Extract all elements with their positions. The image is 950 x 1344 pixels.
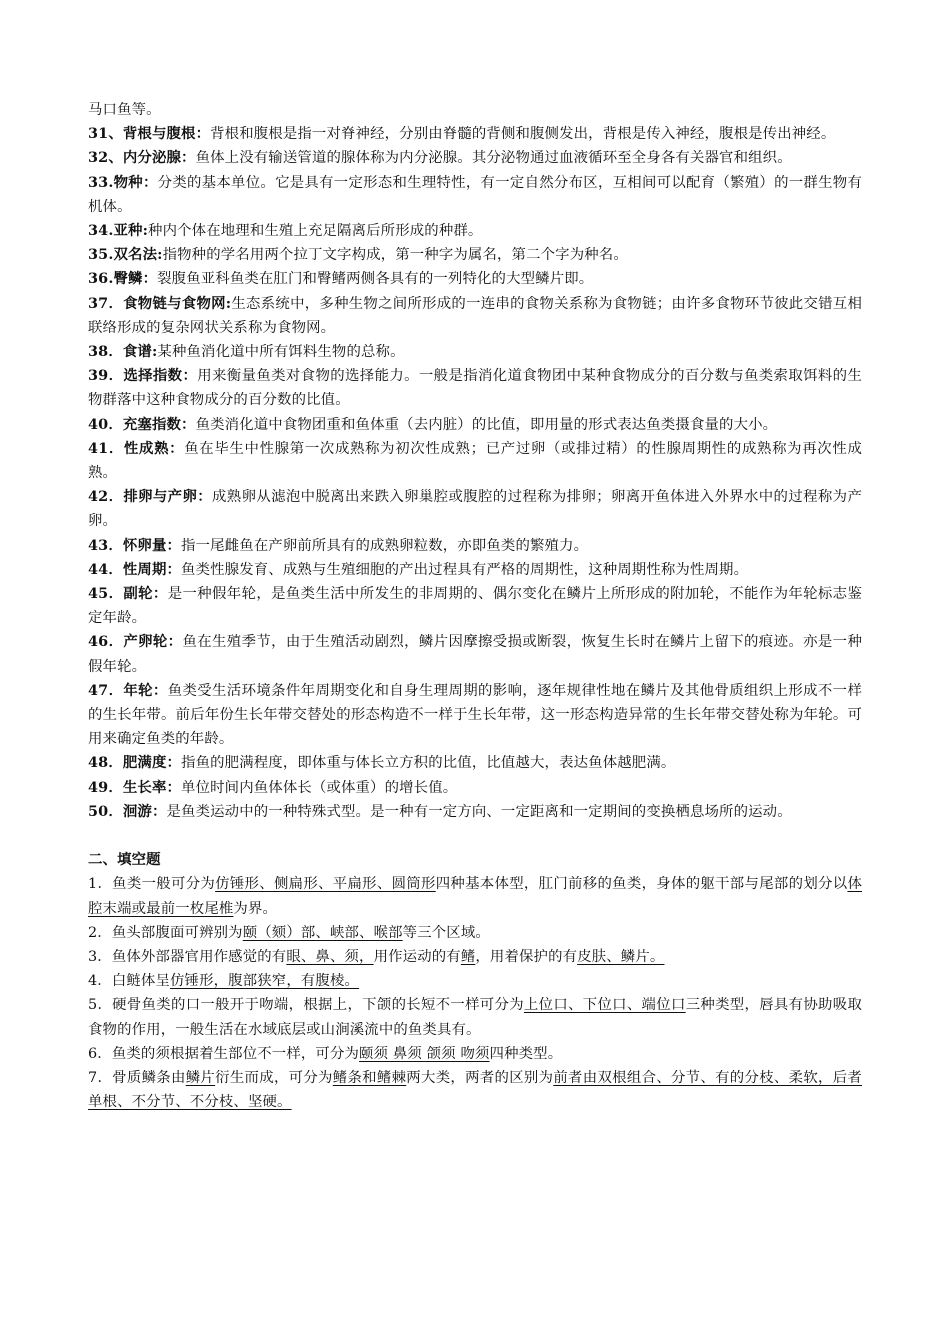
definition-term: 39．选择指数： <box>88 367 198 385</box>
question-text: 6．鱼类的须根据着生部位不一样，可分为 <box>88 1045 360 1062</box>
section-title: 二、填空题 <box>88 851 161 869</box>
definition-body: 指一尾雌鱼在产卵前所具有的成熟卵粒数，亦即鱼类的繁殖力。 <box>181 537 589 554</box>
definition-item <box>88 243 862 267</box>
fill-blank-question <box>88 993 862 1041</box>
answer-text: 体腔末端或最前一枚尾椎 <box>88 876 862 917</box>
definition-term: 37．食物链与食物网: <box>88 294 232 312</box>
fill-blank-list <box>88 872 862 1114</box>
answer-text: 鳞片 <box>185 1069 216 1086</box>
definition-term: 35.双名法: <box>88 246 163 264</box>
definition-item <box>88 292 862 340</box>
question-text: 等三个区域。 <box>402 924 490 941</box>
fill-blank-question <box>88 921 862 945</box>
definition-item <box>88 679 862 752</box>
section-spacer <box>88 824 862 848</box>
fill-blank-question <box>88 1042 862 1066</box>
definition-body: 指鱼的肥满程度，即体重与体长立方积的比值，比值越大，表达鱼体越肥满。 <box>181 755 676 772</box>
answer-text: 上位口、下位口、端位口 <box>523 997 686 1014</box>
definition-term: 42．排卵与产卵： <box>88 488 213 506</box>
question-text: 四种类型。 <box>489 1045 563 1062</box>
definition-item <box>88 534 862 558</box>
answer-text: 颐须 鼻须 颌须 吻须 <box>359 1045 490 1062</box>
question-text: 三种类型，唇具有协助吸取食物的作用，一般生活在水域底层或山涧溪流中的鱼类具有。 <box>88 997 862 1038</box>
definition-body: 是一种假年轮，是鱼类生活中所发生的非周期的、偶尔变化在鳞片上所形成的附加轮，不能作为年轮标志鉴定年龄。 <box>88 586 862 627</box>
definition-item <box>88 413 862 437</box>
definition-term: 36.臀鳞： <box>88 270 158 288</box>
question-text: 衍生而成，可分为 <box>215 1069 333 1086</box>
definition-body: 鱼类性腺发育、成熟与生殖细胞的产出过程具有严格的周期性，这种周期性称为性周期。 <box>181 561 749 578</box>
definition-item <box>88 776 862 800</box>
definition-item <box>88 171 862 219</box>
document-page <box>88 98 862 1114</box>
definition-body: 指物种的学名用两个拉丁文字构成，第一种字为属名，第二个字为种名。 <box>162 247 628 264</box>
question-text: 4．白鲢体呈 <box>88 973 171 990</box>
question-text: 1．鱼类一般可分为 <box>88 876 216 893</box>
definition-item <box>88 122 862 146</box>
question-text: 两大类，两者的区别为 <box>406 1069 554 1086</box>
question-text: ，用着保护的有 <box>475 948 578 965</box>
fill-blank-question <box>88 872 862 920</box>
fill-blank-question <box>88 1066 862 1114</box>
question-text: 5．硬骨鱼类的口一般开于吻端，根据上，下颌的长短不一样可分为 <box>88 997 524 1014</box>
definition-body: 鱼类消化道中食物团重和鱼体重（去内脏）的比值，即用量的形式表达鱼类摄食量的大小。 <box>195 416 778 433</box>
definition-term: 41．性成熟： <box>88 439 185 457</box>
definition-body: 种内个体在地理和生殖上充足隔离后所形成的种群。 <box>148 223 483 240</box>
answer-text: 仿锤形、侧扁形、平扁形、圆筒形 <box>215 876 436 893</box>
definition-term: 31、背根与腹根： <box>88 125 211 143</box>
answer-text: 颐（颏）部、峡部、喉部 <box>242 924 403 941</box>
definition-body: 马口鱼等。 <box>88 102 161 118</box>
definition-item <box>88 751 862 775</box>
definitions-list <box>88 98 862 824</box>
definition-term: 43．怀卵量： <box>88 536 182 554</box>
definition-body: 某种鱼消化道中所有饵料生物的总称。 <box>157 344 405 361</box>
definition-term: 45．副轮： <box>88 585 168 603</box>
definition-term: 48．肥满度： <box>88 754 182 772</box>
definition-term: 40．充塞指数： <box>88 415 196 433</box>
definition-item <box>88 558 862 582</box>
definition-body: 鱼在毕生中性腺第一次成熟称为初次性成熟；已产过卵（或排过精）的性腺周期性的成熟称为再次性成熟。 <box>88 440 862 482</box>
definition-item <box>88 800 862 824</box>
definition-item <box>88 340 862 364</box>
fill-blank-question <box>88 969 862 993</box>
definition-body: 分类的基本单位。它是具有一定形态和生理特性，有一定自然分布区，互相间可以配育（繁殖）的一群生物有机体。 <box>88 174 862 215</box>
definition-term: 34.亚种: <box>88 222 149 240</box>
fill-blank-question <box>88 945 862 969</box>
definition-body: 单位时间内鱼体体长（或体重）的增长值。 <box>181 779 458 796</box>
definition-body: 裂腹鱼亚科鱼类在肛门和臀鳍两侧各具有的一列特化的大型鳞片即。 <box>157 271 594 288</box>
definition-item <box>88 485 862 533</box>
answer-text: 皮肤、鳞片。 <box>577 948 665 965</box>
definition-body: 是鱼类运动中的一种特殊式型。是一种有一定方向、一定距离和一定期间的变换栖息场所的运动。 <box>166 803 792 820</box>
question-text: 7．骨质鳞条由 <box>88 1069 186 1086</box>
definition-term: 32、内分泌腺： <box>88 149 196 167</box>
answer-text: 眼、鼻、须， <box>286 948 374 965</box>
definition-term: 33.物种： <box>88 173 158 191</box>
definition-term: 44．性周期： <box>88 560 182 578</box>
question-text: 四种基本体型，肛门前移的鱼类，身体的躯干部与尾部的划分以 <box>435 876 848 893</box>
definition-item <box>88 98 862 122</box>
definition-body: 用来衡量鱼类对食物的选择能力。一般是指消化道食物团中某种食物成分的百分数与鱼类索取饵料的生物群落中这种食物成分的百分数的比值。 <box>88 368 862 409</box>
definition-body: 鱼体上没有输送管道的腺体称为内分泌腺。其分泌物通过血液循环至全身各有关器官和组织。 <box>195 150 792 167</box>
definition-item <box>88 582 862 630</box>
definition-item <box>88 219 862 243</box>
answer-text: 鳍条和鳍棘 <box>332 1069 407 1086</box>
definition-term: 38．食谱: <box>88 343 158 361</box>
definition-item <box>88 364 862 412</box>
definition-body: 成熟卵从滤泡中脱离出来跌入卵巢腔或腹腔的过程称为排卵；卵离开鱼体进入外界水中的过程称为产卵。 <box>88 489 862 530</box>
definition-body: 鱼类受生活环境条件年周期变化和自身生理周期的影响，逐年规律性地在鳞片及其他骨质组织上形成不一样的生长年带。前后年份生长年带交替处的形态构造不一样于生长年带，这一形态构造异常的生长年带交替处称为年轮。可用来确定鱼类的年龄。 <box>88 682 862 748</box>
answer-text: 鳍 <box>460 948 476 965</box>
question-text: 3．鱼体外部器官用作感觉的有 <box>88 948 287 965</box>
definition-item <box>88 146 862 170</box>
definition-item <box>88 267 862 291</box>
definition-body: 鱼在生殖季节，由于生殖活动剧烈，鳞片因摩擦受损或断裂，恢复生长时在鳞片上留下的痕迹。亦是一种假年轮。 <box>88 634 862 675</box>
answer-text: 仿锤形，腹部狭窄，有腹棱。 <box>170 973 360 990</box>
question-text: 2．鱼头部腹面可辨别为 <box>88 924 243 941</box>
definition-term: 50．洄游： <box>88 802 167 820</box>
definition-term: 46．产卵轮： <box>88 633 183 651</box>
definition-body: 生态系统中，多种生物之间所形成的一连串的食物关系称为食物链；由许多食物环节彼此交错互相联络形成的复杂网状关系称为食物网。 <box>88 295 862 336</box>
question-text: 用作运动的有 <box>373 948 461 965</box>
definition-body: 背根和腹根是指一对脊神经，分别由脊髓的背侧和腹侧发出，背根是传入神经，腹根是传出神经。 <box>210 126 836 143</box>
definition-term: 49．生长率： <box>88 778 182 796</box>
definition-item <box>88 437 862 485</box>
definition-item <box>88 630 862 678</box>
question-text: 为界。 <box>233 900 278 917</box>
definition-term: 47．年轮： <box>88 681 168 699</box>
answer-text: 前者由双根组合、分节、有的分枝、柔软，后者单根、不分节、不分枝、坚硬。 <box>88 1069 862 1111</box>
